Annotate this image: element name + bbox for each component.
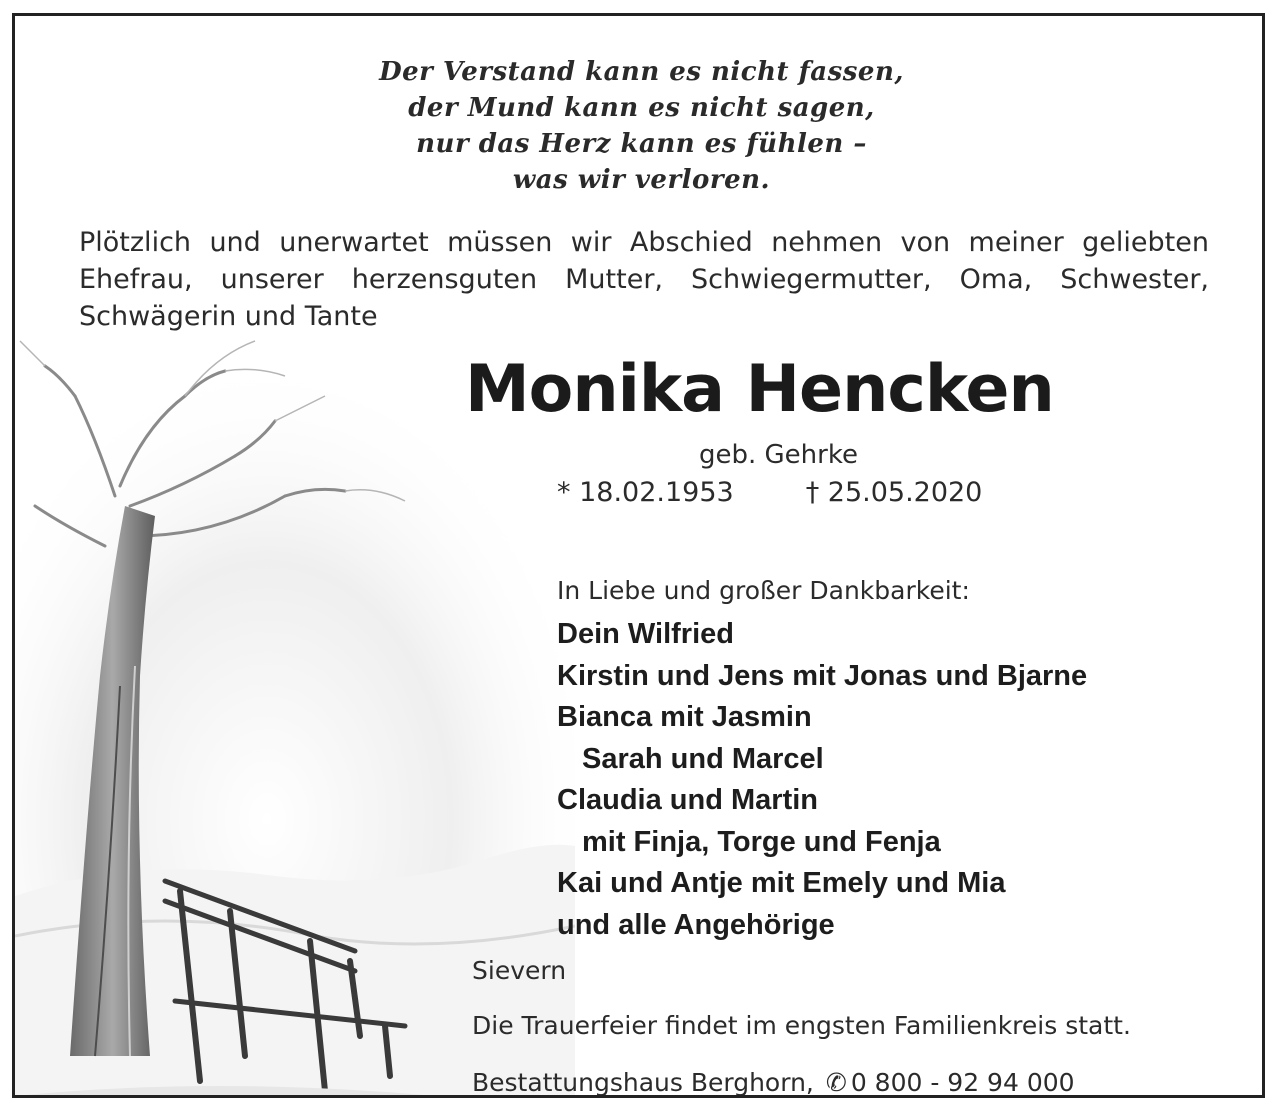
- mourners-intro: In Liebe und großer Dankbarkeit:: [557, 576, 970, 605]
- mourner-line: mit Finja, Torge und Fenja: [582, 825, 941, 858]
- quote: [15, 54, 1265, 198]
- phone-icon: ✆: [825, 1068, 847, 1097]
- mourner-line: Dein Wilfried: [557, 618, 734, 650]
- mourner-line: Bianca mit Jasmin: [557, 701, 812, 733]
- mourner-line: Sarah und Marcel: [582, 742, 824, 775]
- mourner-line: Kai und Antje mit Emely und Mia: [557, 867, 1006, 899]
- quote-line: nur das Herz kann es fühlen –: [416, 129, 867, 159]
- birth-date: * 18.02.1953: [557, 477, 734, 508]
- service-note: Die Trauerfeier findet im engsten Familienkreis statt.: [472, 1011, 1131, 1040]
- phone-number: 0 800 - 92 94 000: [850, 1068, 1075, 1097]
- mourner-line: Kirstin und Jens mit Jonas und Bjarne: [557, 659, 1088, 692]
- undertaker-name: Bestattungshaus Berghorn,: [472, 1068, 814, 1097]
- footer: [15, 1068, 1265, 1098]
- mourner-line: Claudia und Martin: [557, 784, 818, 816]
- quote-line: der Mund kann es nicht sagen,: [408, 93, 875, 123]
- quote-line: was wir verloren.: [512, 165, 771, 195]
- obituary-frame: [12, 13, 1265, 1098]
- birth-name: geb. Gehrke: [699, 440, 858, 470]
- undertaker-info: [472, 1068, 1075, 1097]
- mourner-line: und alle Angehörige: [557, 908, 835, 941]
- intro-text: Plötzlich und unerwartet müssen wir Abschied nehmen von meiner geliebten Ehefrau, unserer herzensguten Mutter, Schwiegermutter, Oma, Schwester, Schwägerin und Tante: [79, 227, 1209, 332]
- mourners-list: [557, 614, 1087, 946]
- deceased-name: Monika Hencken: [465, 352, 1054, 427]
- quote-line: Der Verstand kann es nicht fassen,: [379, 57, 904, 87]
- place: Sievern: [472, 956, 567, 985]
- death-date: † 25.05.2020: [805, 477, 983, 508]
- life-dates: [557, 477, 982, 508]
